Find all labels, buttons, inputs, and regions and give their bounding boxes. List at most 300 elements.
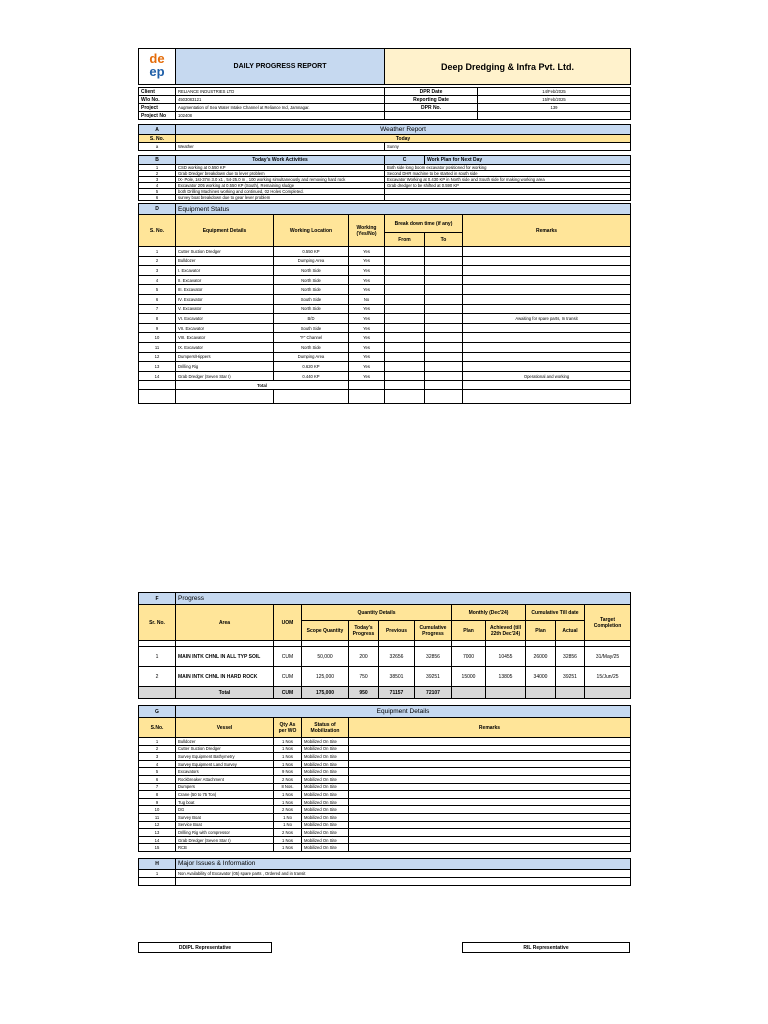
ed-vessel: DG [176,806,274,814]
ed-letter: G [139,706,176,718]
pr-header-uom: UOM [274,605,302,641]
equipment-status-row [139,333,631,343]
activity-row [139,195,631,201]
pr-header-plan: Plan [452,621,486,641]
equipment-details-table [138,705,631,852]
ed-qty: 1 Nos [274,791,302,799]
activity-today-text: Excavator 205 working at 0.550 KP (South), Remaining sludge [176,183,385,189]
ed-vessel: Bulldozer [176,738,274,746]
client-value: RELIANCE INDUSTRIES LTD [176,88,385,96]
es-sno: 14 [139,371,176,381]
equipment-status-row [139,362,631,372]
activity-next-text [385,195,631,201]
ed-qty: 1 Nos [274,753,302,761]
equipment-details-row [139,760,631,768]
equipment-status-row [139,275,631,285]
equipment-status-row [139,323,631,333]
es-breakdown-to [425,333,463,343]
equipment-details-row [139,821,631,829]
issue-row [139,869,631,877]
equipment-details-row [139,738,631,746]
equipment-details-row [139,806,631,814]
activities-title-c: Work Plan for Next Day [425,156,631,165]
ed-title: Equipment Details [176,706,631,718]
activity-number: 4 [139,183,176,189]
ed-remarks [349,760,631,768]
ed-vessel: Excavators [176,768,274,776]
ed-remarks [349,821,631,829]
equipment-status-row [139,256,631,266]
activity-next-text: Grab dredger to be shifted at 0.590 KP [385,183,631,189]
issues-title: Major Issues & Information [176,858,631,869]
pr-header-cplan: Plan [526,621,556,641]
ed-header-vessel: Vessel [176,718,274,738]
pr-target: 31/May/25 [585,647,631,667]
ed-sno: 9 [139,798,176,806]
ed-vessel: Grab Dredger (Seven Star I) [176,836,274,844]
pr-cplan: 26000 [526,647,556,667]
pr-plan: 7000 [452,647,486,667]
pr-header-cumulative: Cumulative Till date [526,605,585,621]
equipment-details-row [139,745,631,753]
es-header-sno: S. No. [139,215,176,247]
equipment-details-row [139,753,631,761]
ed-status: Mobilized On Site [302,821,349,829]
equipment-status-letter: D [139,204,176,215]
ed-vessel: Tug boat [176,798,274,806]
equipment-details-row [139,775,631,783]
activity-number: 3 [139,177,176,183]
activity-today-text: IX- Pole, 1st-37m 3.0 x1 , 54-25.0 m , 100 working simultaneously and removing hard rock [176,177,385,183]
es-equipment: I. Excavator [176,266,274,276]
es-equipment: VI. Excavator [176,314,274,324]
equipment-details-row [139,768,631,776]
pr-total-prev: 71157 [379,687,415,699]
es-remarks [463,352,631,362]
es-breakdown-from [385,314,425,324]
es-breakdown-from [385,247,425,257]
es-remarks [463,294,631,304]
pr-header-scope: Scope Quantity [302,621,349,641]
ed-remarks [349,783,631,791]
ed-status: Mobilized On Site [302,836,349,844]
progress-row [139,647,631,667]
es-working: Yes [349,285,385,295]
equipment-status-row [139,247,631,257]
es-location: North Side [274,285,349,295]
activities-letter-b: B [139,156,176,165]
es-header-remarks: Remarks [463,215,631,247]
ed-remarks [349,753,631,761]
svg-text:ep: ep [149,64,165,79]
ed-remarks [349,798,631,806]
ed-vessel: Cutter Suction Dredger [176,745,274,753]
pr-total-label: Total [176,687,274,699]
project-no-value: 102408 [176,112,385,120]
ed-qty: 1 Nos [274,836,302,844]
ril-signature-box: RIL Representative [462,942,630,953]
weather-row-label: Weather [176,143,385,151]
equipment-status-row [139,342,631,352]
progress-letter: F [139,593,176,605]
ed-remarks [349,806,631,814]
es-remarks [463,275,631,285]
es-breakdown-from [385,294,425,304]
report-title: DAILY PROGRESS REPORT [176,49,385,85]
es-location: South Side [274,323,349,333]
ed-sno: 5 [139,768,176,776]
ed-vessel: Dumpers [176,783,274,791]
report-bottom-section [138,592,630,886]
es-equipment: Drilling Rig [176,362,274,372]
es-sno: 2 [139,256,176,266]
ed-header-sno: S.No. [139,718,176,738]
es-equipment: VII. Excavator [176,323,274,333]
pr-scope: 125,000 [302,667,349,687]
es-sno: 7 [139,304,176,314]
report-header-table [138,48,631,85]
activity-number: 2 [139,171,176,177]
es-breakdown-from [385,285,425,295]
es-breakdown-to [425,342,463,352]
equipment-status-row [139,352,631,362]
es-breakdown-to [425,323,463,333]
es-remarks [463,342,631,352]
ed-header-status: Status of Mobilization [302,718,349,738]
weather-row-value: Sunny [385,143,631,151]
weather-table [138,124,631,151]
es-remarks: Operational and working [463,371,631,381]
es-breakdown-from [385,342,425,352]
project-info-table [138,87,631,120]
pr-total-scope: 175,000 [302,687,349,699]
es-equipment: Bulldozer [176,256,274,266]
es-location: 0.440 KP [274,371,349,381]
es-working: Yes [349,371,385,381]
ed-qty: 1 Nos [274,844,302,852]
pr-header-monthly: Monthly (Dec'24) [452,605,526,621]
es-breakdown-to [425,352,463,362]
pr-sno: 1 [139,647,176,667]
ed-sno: 1 [139,738,176,746]
es-sno: 10 [139,333,176,343]
ed-qty: 9 Nos [274,768,302,776]
equipment-status-table [138,203,631,404]
ed-sno: 12 [139,821,176,829]
es-location: North Side [274,342,349,352]
es-equipment: VIII. Excavator [176,333,274,343]
svg-text:de: de [149,51,165,66]
es-location: Dumping Area [274,352,349,362]
es-remarks [463,266,631,276]
equipment-details-row [139,813,631,821]
weather-letter: A [139,125,176,135]
pr-cumulative: 32856 [415,647,452,667]
ed-qty: 2 Nos [274,806,302,814]
ed-sno: 6 [139,775,176,783]
pr-today: 750 [349,667,379,687]
es-equipment: IX. Excavator [176,342,274,352]
es-working: Yes [349,352,385,362]
es-remarks: Awaiting for spare parts, In transit [463,314,631,324]
ed-sno: 13 [139,829,176,837]
progress-title: Progress [176,593,631,605]
ed-remarks [349,813,631,821]
pr-area: MAIN INTK CHNL IN ALL TYP SOIL [176,647,274,667]
ed-status: Mobilized On Site [302,798,349,806]
ed-sno: 15 [139,844,176,852]
ed-sno: 10 [139,806,176,814]
ed-status: Mobilized On Site [302,760,349,768]
ed-status: Mobilized On Site [302,753,349,761]
weather-title: Weather Report [176,125,631,135]
pr-target: 15/Jun/25 [585,667,631,687]
es-location: 0.620 KP [274,362,349,372]
es-sno: 11 [139,342,176,352]
wo-label: W/o No. [139,96,176,104]
weather-sno-header: S. No. [139,135,176,143]
ed-sno: 11 [139,813,176,821]
es-sno: 12 [139,352,176,362]
ed-header-qty: Qty As per WO [274,718,302,738]
es-equipment: V. Excavator [176,304,274,314]
es-breakdown-to [425,314,463,324]
equipment-details-row [139,791,631,799]
es-location: North Side [274,266,349,276]
es-working: Yes [349,333,385,343]
es-header-from: From [385,233,425,247]
es-sno: 1 [139,247,176,257]
ed-status: Mobilized On Site [302,768,349,776]
ed-vessel: Rockbreaker Attachment [176,775,274,783]
equipment-status-row [139,285,631,295]
ed-status: Mobilized On Site [302,806,349,814]
ed-qty: 1 Nos [274,798,302,806]
pr-cplan: 34000 [526,667,556,687]
equipment-details-row [139,783,631,791]
es-sno: 5 [139,285,176,295]
ed-remarks [349,738,631,746]
es-sno: 9 [139,323,176,333]
equipment-status-title: Equipment Status [176,204,631,215]
es-equipment: Cutter Suction Dredger [176,247,274,257]
es-location: North Side [274,275,349,285]
es-remarks [463,247,631,257]
es-breakdown-from [385,275,425,285]
pr-header-area: Area [176,605,274,641]
weather-row-sno: a [139,143,176,151]
equipment-status-row [139,266,631,276]
pr-previous: 32656 [379,647,415,667]
es-sno: 4 [139,275,176,285]
es-remarks [463,256,631,266]
equipment-details-row [139,798,631,806]
ed-status: Mobilized On Site [302,775,349,783]
es-working: Yes [349,256,385,266]
ed-status: Mobilized On Site [302,813,349,821]
es-equipment: III. Excavator [176,285,274,295]
pr-area: MAIN INTK CHNL IN HARD ROCK [176,667,274,687]
pr-achieved: 10455 [486,647,526,667]
ed-vessel: Survey Equipment Bathymetry [176,753,274,761]
es-breakdown-to [425,256,463,266]
issues-table [138,858,631,886]
ed-sno: 4 [139,760,176,768]
activity-number: 6 [139,195,176,201]
reporting-date-label: Reporting Date [385,96,478,104]
pr-header-previous: Previous [379,621,415,641]
es-location: B/D [274,314,349,324]
activity-today-text: CSD working at 0.550 KP [176,165,385,171]
pr-sno: 2 [139,667,176,687]
es-working: Yes [349,323,385,333]
es-breakdown-from [385,256,425,266]
ed-vessel: RCB [176,844,274,852]
project-label: Project [139,104,176,112]
es-total-label: Total [176,381,349,390]
project-value: Augmentation of Sea Water Intake Channel at Reliance Ind, Jamnagar. [176,104,385,112]
activities-letter-c: C [385,156,425,165]
weather-today-header: Today [176,135,631,143]
es-breakdown-to [425,247,463,257]
pr-previous: 38501 [379,667,415,687]
es-breakdown-to [425,275,463,285]
es-working: Yes [349,314,385,324]
ed-qty: 1 No [274,821,302,829]
es-breakdown-to [425,362,463,372]
client-label: Client [139,88,176,96]
pr-total-cum: 72107 [415,687,452,699]
es-working: Yes [349,266,385,276]
equipment-details-row [139,836,631,844]
es-location: North Side [274,304,349,314]
es-working: No [349,294,385,304]
es-location: 0.550 KP [274,247,349,257]
ed-status: Mobilized On Site [302,738,349,746]
es-breakdown-from [385,352,425,362]
es-location: "F" Channel [274,333,349,343]
es-breakdown-from [385,304,425,314]
activity-next-text: Both side long boom excavator positioned for working [385,165,631,171]
ed-sno: 3 [139,753,176,761]
report-top-section [138,48,630,404]
activity-number: 5 [139,189,176,195]
es-breakdown-from [385,371,425,381]
es-working: Yes [349,342,385,352]
pr-header-today: Today's Progress [349,621,379,641]
pr-scope: 50,000 [302,647,349,667]
equipment-details-row [139,829,631,837]
issues-letter: H [139,858,176,869]
activity-next-text: Excavator Working at 0.430 KP in North side and South side for making working area [385,177,631,183]
es-sno: 6 [139,294,176,304]
es-breakdown-from [385,362,425,372]
pr-today: 200 [349,647,379,667]
ed-vessel: Survey Boat [176,813,274,821]
es-remarks [463,362,631,372]
ed-vessel: Crane (50 to 75 Ton) [176,791,274,799]
dpr-date-label: DPR Date [385,88,478,96]
reporting-date-value: 15/Feb/2025 [478,96,631,104]
dpr-no-value: 139 [478,104,631,112]
es-breakdown-to [425,294,463,304]
es-location: South Side [274,294,349,304]
es-header-location: Working Location [274,215,349,247]
ed-vessel: Drilling Rig with compressor [176,829,274,837]
es-equipment: Dumpers/Hippers [176,352,274,362]
pr-header-target: Target Completion [585,605,631,641]
ed-status: Mobilized On Site [302,829,349,837]
pr-header-cum-prog: Cumulative Progress [415,621,452,641]
ed-remarks [349,775,631,783]
ed-remarks [349,829,631,837]
ed-sno: 2 [139,745,176,753]
activity-today-text: Grab Dredger breakdown due to lever problem [176,171,385,177]
ed-remarks [349,745,631,753]
ed-qty: 1 No [274,813,302,821]
pr-header-actual: Actual [556,621,585,641]
pr-actual: 32856 [556,647,585,667]
activity-next-text: Second DHR machine to be started in south side [385,171,631,177]
equipment-status-row [139,304,631,314]
ed-qty: 8 Nos. [274,783,302,791]
es-sno: 8 [139,314,176,324]
es-working: Yes [349,275,385,285]
activity-today-text: both Drilling Machines working and continued, 02 Holes Completed. [176,189,385,195]
pr-plan: 15000 [452,667,486,687]
ed-vessel: Survey Equipment Land Survey [176,760,274,768]
ed-sno: 8 [139,791,176,799]
activities-table [138,155,631,201]
equipment-status-row [139,371,631,381]
es-breakdown-to [425,371,463,381]
ed-qty: 1 Nos [274,738,302,746]
es-remarks [463,304,631,314]
ed-status: Mobilized On Site [302,844,349,852]
es-breakdown-from [385,266,425,276]
pr-header-achieved: Achieved (till 22th Dec'24) [486,621,526,641]
ed-remarks [349,768,631,776]
pr-header-qty: Quantity Details [302,605,452,621]
ed-qty: 1 Nos [274,745,302,753]
activity-today-text: survey boat breakdown due to gear lever problem [176,195,385,201]
ed-qty: 2 Nos [274,829,302,837]
pr-uom: CUM [274,647,302,667]
es-equipment: IV. Excavator [176,294,274,304]
pr-achieved: 13805 [486,667,526,687]
activity-number: 1 [139,165,176,171]
es-header-breakdown: Break down time (if any) [385,215,463,233]
ed-sno: 7 [139,783,176,791]
es-breakdown-to [425,285,463,295]
ed-vessel: Service Boat [176,821,274,829]
es-header-details: Equipment Details [176,215,274,247]
es-equipment: Grab Dredger (Seven Star I) [176,371,274,381]
logo-cell [139,49,176,85]
ed-remarks [349,791,631,799]
es-working: Yes [349,304,385,314]
pr-actual: 39251 [556,667,585,687]
equipment-status-row [139,314,631,324]
ed-header-remarks: Remarks [349,718,631,738]
issue-number: 1 [139,869,176,877]
ed-sno: 14 [139,836,176,844]
ed-status: Mobilized On Site [302,791,349,799]
es-working: Yes [349,247,385,257]
pr-uom: CUM [274,667,302,687]
es-remarks [463,323,631,333]
es-sno: 3 [139,266,176,276]
